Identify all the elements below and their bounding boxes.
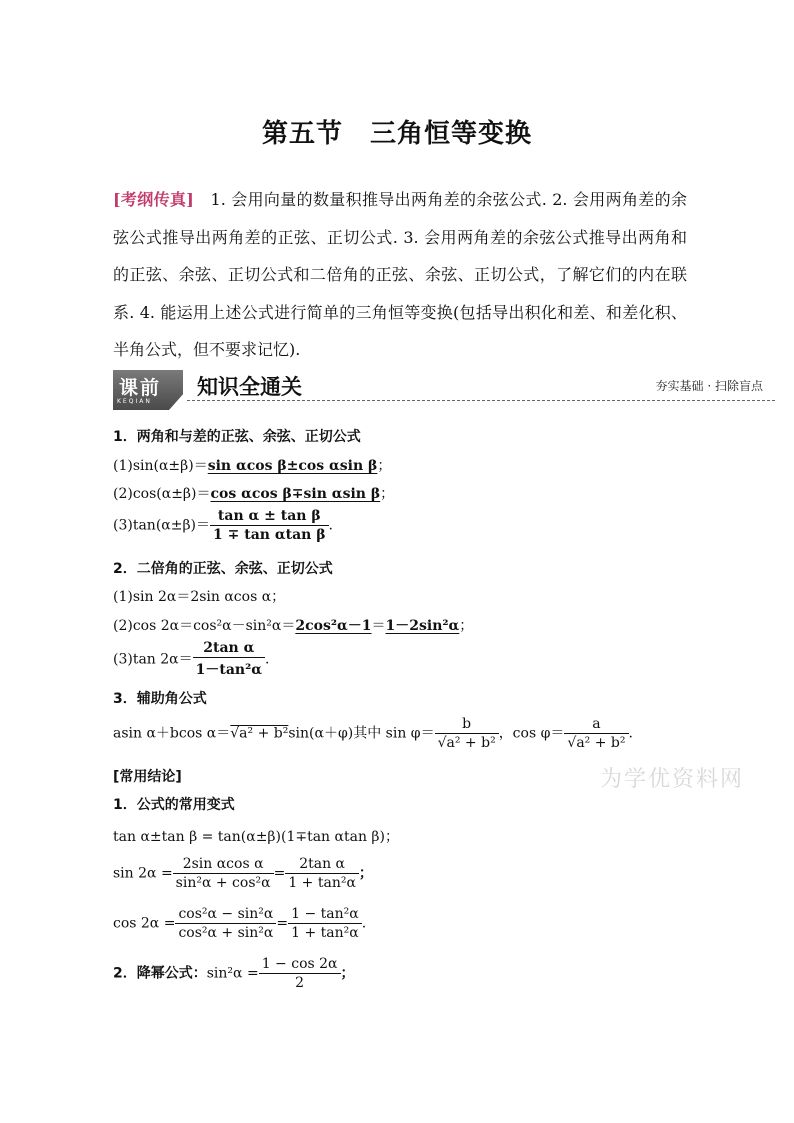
numerator: 2tan α bbox=[193, 640, 265, 658]
f-text: asin α＋bcos α＝ bbox=[113, 725, 231, 742]
banner-divider bbox=[187, 400, 775, 401]
f-text: ； bbox=[377, 458, 392, 474]
fraction bbox=[259, 956, 341, 991]
sec2-formula-1: (1)sin 2α＝2sin αcos α； bbox=[113, 589, 286, 605]
fraction bbox=[288, 906, 362, 941]
fraction bbox=[210, 508, 328, 543]
common-heading-1: 1．公式的常用变式 bbox=[113, 797, 235, 813]
f-answer: 1－2sin²α bbox=[385, 618, 460, 634]
common-formula-4 bbox=[113, 956, 355, 991]
numerator: cos²α − sin²α bbox=[175, 906, 276, 924]
f-text: = bbox=[276, 915, 289, 932]
denominator: sin²α + cos²α bbox=[175, 875, 271, 891]
sec2-formula-2 bbox=[113, 615, 473, 635]
denominator: 1 + tan²α bbox=[288, 875, 356, 891]
f-text: sin(α＋φ)其中 sin φ＝ bbox=[288, 725, 435, 742]
banner-subtitle: 夯实基础 · 扫除盲点 bbox=[655, 379, 763, 393]
sec1-heading: 1．两角和与差的正弦、余弦、正切公式 bbox=[113, 429, 361, 445]
f-answer: sin αcos β±cos αsin β bbox=[207, 458, 378, 474]
f-text: ； bbox=[459, 618, 474, 634]
section-banner bbox=[113, 370, 775, 412]
denominator: √a² + b² bbox=[437, 735, 496, 751]
banner-badge-text: 课前 bbox=[119, 377, 162, 399]
f-text: (2)cos(α±β)＝ bbox=[113, 486, 211, 502]
sec1-formula-2 bbox=[113, 483, 394, 503]
fraction bbox=[175, 906, 276, 941]
common-formula-3 bbox=[113, 906, 366, 941]
numerator: b bbox=[435, 716, 499, 734]
denominator: cos²α + sin²α bbox=[178, 925, 274, 941]
numerator: 1 − tan²α bbox=[288, 906, 362, 924]
sec2-heading: 2．二倍角的正弦、余弦、正切公式 bbox=[113, 561, 333, 577]
f-text: ； bbox=[340, 965, 355, 982]
outline-paragraph bbox=[113, 181, 687, 369]
f-text: ，cos φ＝ bbox=[498, 725, 565, 742]
sec3-formula bbox=[113, 716, 633, 751]
outline-tag: [考纲传真] bbox=[113, 190, 194, 209]
banner-badge-sub: KEQIAN bbox=[117, 398, 152, 405]
outline-text: 1. 会用向量的数量积推导出两角差的余弦公式. 2. 会用两角差的余弦公式推导出两角差的正弦、正切公式. 3. 会用两角差的余弦公式推导出两角和的正弦、余弦、正切公式和二倍角的正弦、余弦、正切公式，了解它们的内在联系. 4. 能运用上述公式进行简单的三角恒等变换(包括导出积化和差、和差化积、半角公式，但不要求记忆). bbox=[113, 190, 687, 359]
banner-badge-corner bbox=[169, 392, 185, 410]
denominator: 1 ∓ tan αtan β bbox=[213, 527, 326, 543]
fraction bbox=[435, 716, 499, 751]
common-tag: [常用结论] bbox=[113, 769, 182, 785]
f-text: ； bbox=[380, 486, 395, 502]
numerator: 1 − cos 2α bbox=[259, 956, 341, 974]
f-text: ； bbox=[358, 865, 373, 882]
fraction bbox=[173, 856, 274, 891]
sqrt-radicand: a² + b² bbox=[576, 735, 626, 751]
f-text: . bbox=[628, 725, 633, 742]
sqrt-radicand: a² + b² bbox=[239, 725, 289, 742]
f-text: cos 2α = bbox=[113, 915, 176, 932]
f-text: (1)sin(α±β)＝ bbox=[113, 458, 208, 474]
f-text: sin²α = bbox=[206, 965, 259, 982]
f-text: . bbox=[328, 517, 333, 534]
sec2-formula-3 bbox=[113, 640, 269, 679]
common-formula-1: tan α±tan β = tan(α±β)(1∓tan αtan β)； bbox=[113, 829, 399, 845]
denominator: √a² + b² bbox=[567, 735, 626, 751]
fraction bbox=[193, 640, 265, 679]
f-answer: cos αcos β∓sin αsin β bbox=[210, 486, 381, 502]
sec1-formula-3 bbox=[113, 508, 333, 543]
sec1-formula-1 bbox=[113, 455, 391, 475]
denominator: 2 bbox=[295, 975, 305, 991]
f-text: (3)tan 2α＝ bbox=[113, 651, 193, 668]
f-text: . bbox=[361, 915, 367, 932]
f-text: ＝ bbox=[371, 618, 386, 634]
f-text: (2)cos 2α＝cos²α－sin²α＝ bbox=[113, 618, 296, 634]
f-answer: 2cos²α－1 bbox=[295, 618, 372, 634]
numerator: tan α ± tan β bbox=[210, 508, 328, 526]
common-formula-2 bbox=[113, 856, 373, 891]
f-text: sin 2α = bbox=[113, 865, 173, 882]
denominator: 1－tan²α bbox=[195, 662, 263, 678]
sqrt-radicand: a² + b² bbox=[446, 735, 496, 751]
numerator: 2tan α bbox=[285, 856, 359, 874]
numerator: 2sin αcos α bbox=[173, 856, 274, 874]
watermark: 为学优资料网 bbox=[600, 767, 745, 792]
common-heading-2: 2．降幂公式： bbox=[113, 965, 207, 982]
fraction bbox=[564, 716, 628, 751]
f-text: (3)tan(α±β)＝ bbox=[113, 517, 211, 534]
numerator: a bbox=[564, 716, 628, 734]
f-text: = bbox=[273, 865, 286, 882]
fraction bbox=[285, 856, 359, 891]
sec3-heading: 3．辅助角公式 bbox=[113, 691, 207, 707]
f-text: . bbox=[265, 651, 270, 668]
banner-title: 知识全通关 bbox=[197, 375, 302, 399]
sqrt-expression: √a² + b² bbox=[230, 725, 289, 742]
denominator: 1 + tan²α bbox=[291, 925, 359, 941]
page-title: 第五节 三角恒等变换 bbox=[261, 119, 532, 149]
